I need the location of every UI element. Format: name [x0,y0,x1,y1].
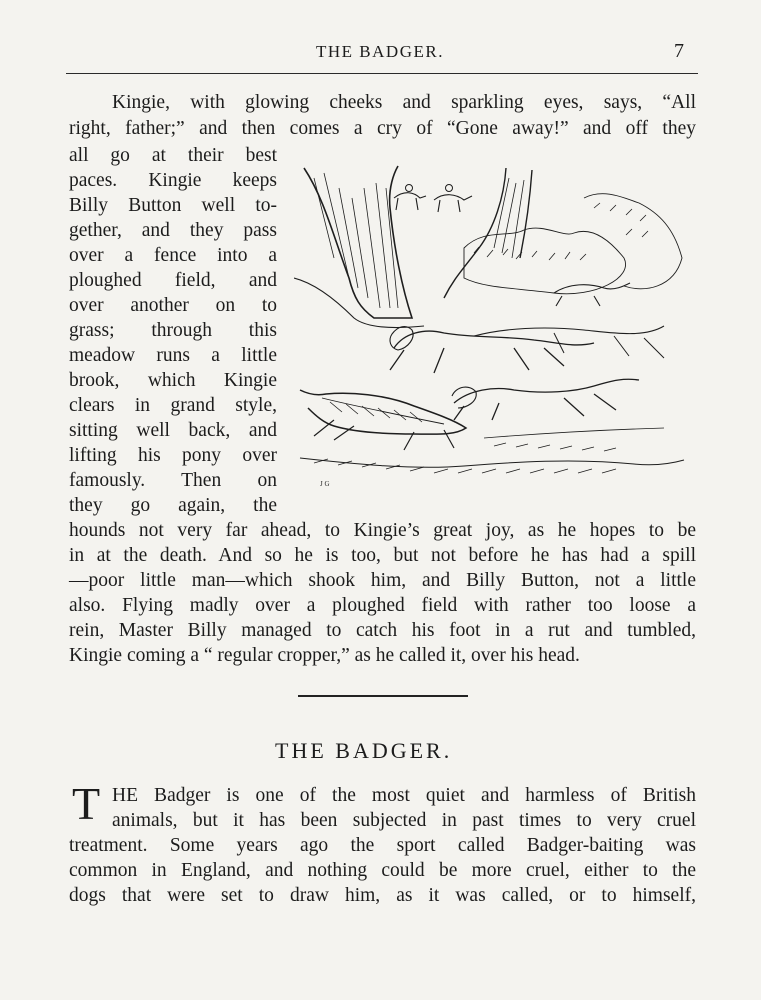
header-rule [66,73,698,74]
page-number: 7 [674,40,684,62]
text-line: common in England, and nothing could be more cruel, either to the [69,860,696,881]
text-line: all go at their best [69,145,277,166]
text-line: sitting well back, and [69,420,277,441]
text-line: Kingie coming a “ regular cropper,” as he called it, over his head. [69,645,580,666]
section-rule [298,695,468,697]
hunt-illustration [294,158,686,498]
text-line: grass; through this [69,320,277,341]
text-line: brook, which Kingie [69,370,277,391]
text-line: meadow runs a little [69,345,277,366]
text-line: Kingie, with glowing cheeks and sparkling eyes, says, “All [112,92,696,113]
text-line: treatment. Some years ago the sport called Badger-baiting was [69,835,696,856]
text-line: animals, but it has been subjected in past times to very cruel [112,810,696,831]
text-line: clears in grand style, [69,395,277,416]
text-line: gether, and they pass [69,220,277,241]
text-line: HE Badger is one of the most quiet and harmless of British [112,785,696,806]
drop-cap: T [72,778,101,829]
running-head: THE BADGER. [316,42,444,61]
text-line: in at the death. And so he is too, but not before he has had a spill [69,545,696,566]
text-line: right, father;” and then comes a cry of “Gone away!” and off they [69,118,696,139]
text-line: paces. Kingie keeps [69,170,277,191]
text-line: —poor little man—which shook him, and Billy Button, not a little [69,570,696,591]
text-line: over another on to [69,295,277,316]
section-title: THE BADGER. [275,738,453,763]
text-line: famously. Then on [69,470,277,491]
text-line: dogs that were set to draw him, as it was called, or to himself, [69,885,696,906]
text-line: also. Flying madly over a ploughed field with rather too loose a [69,595,696,616]
text-line: hounds not very far ahead, to Kingie’s great joy, as he hopes to be [69,520,696,541]
text-line: lifting his pony over [69,445,277,466]
text-line: they go again, the [69,495,277,516]
illustration-monogram: J G [320,480,330,488]
text-line: ploughed field, and [69,270,277,291]
text-line: Billy Button well to- [69,195,277,216]
text-line: rein, Master Billy managed to catch his foot in a rut and tumbled, [69,620,696,641]
text-line: over a fence into a [69,245,277,266]
